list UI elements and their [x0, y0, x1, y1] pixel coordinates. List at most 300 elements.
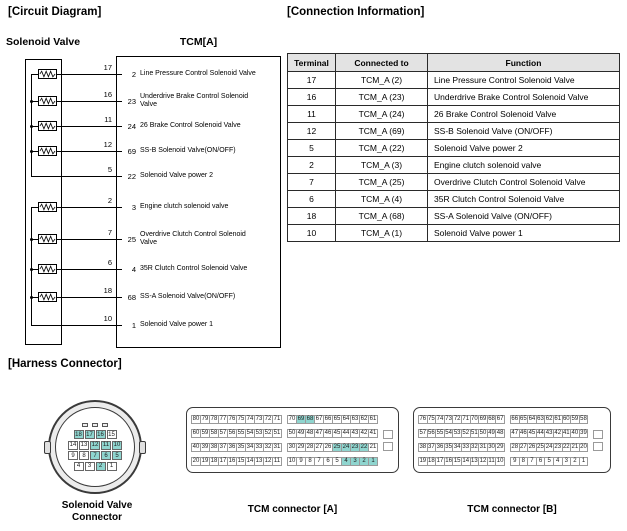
pin-3: 3 [85, 462, 95, 471]
junction-dot [30, 125, 33, 128]
tcm-pin-label: Solenoid Valve power 2 [140, 172, 214, 179]
function-cell: Overdrive Clutch Control Solenoid Valve [428, 174, 620, 191]
pin-11: 11 [102, 442, 110, 449]
pin-row [418, 415, 587, 424]
connection-row [288, 225, 620, 242]
pin-19: 19 [419, 458, 427, 464]
pin-12: 12 [91, 442, 99, 449]
power-bus-2 [31, 207, 32, 325]
tcm-pin-number: 25 [127, 235, 136, 244]
pin-47: 47 [511, 430, 519, 436]
pin-18: 18 [428, 458, 435, 464]
pin-6: 6 [323, 457, 333, 466]
pin-77: 77 [219, 416, 227, 422]
pin-17: 17 [86, 431, 93, 438]
tcm-pin-label: SS-B Solenoid Valve(ON/OFF) [140, 147, 236, 154]
pin-27: 27 [315, 444, 323, 450]
terminal-cell: 17 [288, 72, 336, 89]
pin-45: 45 [333, 430, 341, 436]
pin-62: 62 [545, 416, 553, 422]
pin-38: 38 [210, 444, 218, 450]
pin-row [68, 441, 122, 450]
pin-9: 9 [68, 451, 78, 460]
pin-row [68, 462, 122, 471]
pin-49: 49 [297, 430, 305, 436]
function-cell: Engine clutch solenoid valve [428, 157, 620, 174]
pin-28: 28 [306, 444, 314, 450]
solenoid-coil-symbol [38, 234, 57, 244]
keyway-icon [82, 423, 88, 427]
pin-11: 11 [488, 458, 495, 464]
pin-78: 78 [210, 416, 218, 422]
pin-75: 75 [237, 416, 245, 422]
col-connected-to: Connected to [336, 54, 428, 72]
junction-dot [30, 268, 33, 271]
tcm-pin-number: 23 [127, 97, 136, 106]
terminal-number: 5 [107, 165, 112, 174]
edge-pin [383, 442, 393, 451]
pin-34: 34 [246, 444, 254, 450]
wire-segment [31, 176, 116, 177]
pin-row [191, 457, 377, 466]
pin-16: 16 [445, 458, 452, 464]
pin-48: 48 [306, 430, 314, 436]
pin-stub [116, 176, 122, 177]
col-terminal: Terminal [288, 54, 336, 72]
pin-30: 30 [488, 444, 495, 450]
pin-row [68, 430, 122, 439]
pin-21: 21 [571, 444, 579, 450]
connected-to-cell: TCM_A (1) [336, 225, 428, 242]
pin-2: 2 [96, 462, 106, 471]
pin-row [191, 429, 377, 438]
pin-stub [116, 74, 122, 75]
solenoid-connector-caption [35, 500, 159, 524]
tcm-b-caption: TCM connector [B] [467, 504, 557, 515]
tcm-pin-number: 69 [127, 147, 136, 156]
pin-6: 6 [536, 457, 546, 466]
pin-55: 55 [237, 430, 245, 436]
pin-stub [116, 269, 122, 270]
pin-row [418, 429, 587, 438]
terminal-number: 6 [107, 258, 112, 267]
pin-52: 52 [264, 430, 272, 436]
pin-43: 43 [351, 430, 359, 436]
harness-connector-title: [Harness Connector] [8, 358, 122, 370]
pin-13: 13 [255, 458, 263, 464]
solenoid-pin-grid [68, 430, 122, 471]
pin-79: 79 [201, 416, 209, 422]
pin-29: 29 [496, 444, 504, 450]
pin-48: 48 [496, 430, 504, 436]
pin-39: 39 [580, 430, 587, 436]
pin-65: 65 [333, 416, 341, 422]
pin-1: 1 [107, 462, 117, 471]
pin-18: 18 [210, 458, 218, 464]
pin-73: 73 [255, 416, 263, 422]
tcm-a-caption: TCM connector [A] [247, 504, 338, 515]
pin-76: 76 [228, 416, 236, 422]
tcm-pin-number: 3 [131, 203, 136, 212]
pin-70: 70 [471, 416, 478, 422]
pin-56: 56 [428, 430, 435, 436]
connected-to-cell: TCM_A (2) [336, 72, 428, 89]
tcm-a-edge-pins [383, 430, 393, 451]
function-cell: 26 Brake Control Solenoid Valve [428, 106, 620, 123]
wire-segment [57, 101, 116, 102]
pin-23: 23 [351, 444, 359, 450]
edge-pin [383, 430, 393, 439]
terminal-number: 2 [107, 196, 112, 205]
pin-71: 71 [462, 416, 470, 422]
pin-38: 38 [419, 444, 427, 450]
pin-46: 46 [519, 430, 527, 436]
pin-41: 41 [562, 430, 570, 436]
function-cell: Solenoid Valve power 2 [428, 140, 620, 157]
terminal-cell: 5 [288, 140, 336, 157]
pin-32: 32 [264, 444, 272, 450]
pin-20: 20 [192, 458, 200, 464]
pin-stub [116, 325, 122, 326]
pin-72: 72 [453, 416, 461, 422]
edge-pin [593, 430, 603, 439]
pin-21: 21 [369, 444, 377, 450]
caption-line-2: Connector [72, 512, 122, 523]
pin-33: 33 [462, 444, 470, 450]
pin-17: 17 [436, 458, 444, 464]
terminal-cell: 10 [288, 225, 336, 242]
pin-stub [116, 207, 122, 208]
pin-72: 72 [264, 416, 272, 422]
pin-50: 50 [288, 430, 296, 436]
pin-46: 46 [324, 430, 332, 436]
terminal-cell: 18 [288, 208, 336, 225]
junction-dot [30, 100, 33, 103]
table-header-row [288, 54, 620, 72]
pin-51: 51 [471, 430, 478, 436]
pin-3: 3 [350, 457, 360, 466]
terminal-number: 17 [103, 63, 112, 72]
pin-49: 49 [488, 430, 495, 436]
connected-to-cell: TCM_A (25) [336, 174, 428, 191]
pin-68: 68 [306, 416, 314, 422]
wire-segment [57, 207, 116, 208]
wire-segment [57, 151, 116, 152]
terminal-cell: 6 [288, 191, 336, 208]
pin-64: 64 [342, 416, 350, 422]
pin-20: 20 [580, 444, 587, 450]
junction-dot [30, 238, 33, 241]
pin-36: 36 [436, 444, 444, 450]
terminal-cell: 7 [288, 174, 336, 191]
connected-to-cell: TCM_A (68) [336, 208, 428, 225]
pin-8: 8 [79, 451, 89, 460]
wire-segment [57, 126, 116, 127]
connected-to-cell: TCM_A (22) [336, 140, 428, 157]
pin-56: 56 [228, 430, 236, 436]
pin-stub [116, 126, 122, 127]
solenoid-coil-symbol [38, 146, 57, 156]
pin-22: 22 [360, 444, 368, 450]
tcm-pin-label: Engine clutch solenoid valve [140, 203, 229, 210]
pin-43: 43 [545, 430, 553, 436]
pin-64: 64 [528, 416, 536, 422]
pin-8: 8 [519, 457, 529, 466]
terminal-number: 11 [104, 115, 112, 124]
tcm-pin-number: 4 [131, 265, 136, 274]
pin-4: 4 [74, 462, 84, 471]
pin-row [191, 415, 377, 424]
pin-75: 75 [428, 416, 435, 422]
function-cell: SS-B Solenoid Valve (ON/OFF) [428, 123, 620, 140]
solenoid-coil-symbol [38, 96, 57, 106]
pin-24: 24 [545, 444, 553, 450]
tcm-connector-a [186, 407, 399, 473]
pin-row [418, 457, 587, 466]
pin-17: 17 [219, 458, 227, 464]
pin-11: 11 [273, 458, 281, 464]
pin-36: 36 [228, 444, 236, 450]
edge-pin [593, 442, 603, 451]
solenoid-coil-symbol [38, 292, 57, 302]
terminal-number: 12 [103, 140, 112, 149]
pin-1: 1 [368, 457, 378, 466]
pin-33: 33 [255, 444, 263, 450]
pin-16: 16 [228, 458, 236, 464]
pin-26: 26 [528, 444, 536, 450]
pin-30: 30 [288, 444, 296, 450]
pin-37: 37 [428, 444, 435, 450]
wire-segment [57, 269, 116, 270]
pin-12: 12 [479, 458, 487, 464]
pin-7: 7 [527, 457, 537, 466]
pin-15: 15 [237, 458, 245, 464]
pin-62: 62 [360, 416, 368, 422]
terminal-cell: 16 [288, 89, 336, 106]
pin-60: 60 [192, 430, 200, 436]
pin-40: 40 [571, 430, 579, 436]
pin-55: 55 [436, 430, 444, 436]
connection-row [288, 106, 620, 123]
pin-73: 73 [445, 416, 452, 422]
pin-66: 66 [324, 416, 332, 422]
pin-5: 5 [112, 451, 122, 460]
pin-28: 28 [511, 444, 519, 450]
pin-40: 40 [192, 444, 200, 450]
pin-12: 12 [264, 458, 272, 464]
pin-14: 14 [69, 442, 77, 449]
pin-row [418, 443, 587, 452]
pin-stub [116, 239, 122, 240]
pin-76: 76 [419, 416, 427, 422]
pin-53: 53 [255, 430, 263, 436]
tcm-b-edge-pins [593, 430, 603, 451]
pin-32: 32 [471, 444, 478, 450]
pin-60: 60 [562, 416, 570, 422]
wire-segment [57, 297, 116, 298]
tcm-pin-number: 22 [127, 172, 136, 181]
pin-6: 6 [101, 451, 111, 460]
pin-51: 51 [273, 430, 281, 436]
terminal-number: 7 [107, 228, 112, 237]
pin-35: 35 [237, 444, 245, 450]
pin-54: 54 [445, 430, 452, 436]
circuit-diagram-title: [Circuit Diagram] [8, 6, 102, 18]
pin-63: 63 [537, 416, 544, 422]
pin-67: 67 [496, 416, 504, 422]
pin-2: 2 [570, 457, 580, 466]
pin-57: 57 [219, 430, 227, 436]
pin-63: 63 [351, 416, 359, 422]
function-cell: SS-A Solenoid Valve (ON/OFF) [428, 208, 620, 225]
solenoid-connector-face [55, 407, 135, 487]
tcm-pin-number: 68 [127, 293, 136, 302]
pin-44: 44 [537, 430, 544, 436]
pin-row [191, 443, 377, 452]
function-cell: Solenoid Valve power 1 [428, 225, 620, 242]
pin-22: 22 [562, 444, 570, 450]
tcm-pin-label: 26 Brake Control Solenoid Valve [140, 122, 241, 129]
connection-row [288, 174, 620, 191]
connection-table [287, 53, 620, 242]
pin-19: 19 [201, 458, 209, 464]
caption-line-1: Solenoid Valve [61, 500, 133, 511]
connection-row [288, 89, 620, 106]
wire-segment [57, 74, 116, 75]
keyway-icon [102, 423, 108, 427]
pin-5: 5 [332, 457, 342, 466]
pin-stub [116, 101, 122, 102]
pin-25: 25 [537, 444, 544, 450]
tcm-a-pin-grid [191, 415, 377, 466]
tcm-connector-b [413, 407, 611, 473]
connection-row [288, 191, 620, 208]
pin-14: 14 [246, 458, 254, 464]
tcm-pin-number: 1 [131, 321, 136, 330]
function-cell: 35R Clutch Control Solenoid Valve [428, 191, 620, 208]
connection-row [288, 72, 620, 89]
tcm-pin-label: Underdrive Brake Control Solenoid Valve [140, 93, 249, 108]
pin-66: 66 [511, 416, 519, 422]
connection-row [288, 208, 620, 225]
pin-58: 58 [210, 430, 218, 436]
pin-41: 41 [369, 430, 377, 436]
pin-24: 24 [342, 444, 350, 450]
solenoid-valve-heading: Solenoid Valve [6, 36, 81, 48]
solenoid-coil-symbol [38, 121, 57, 131]
wire-segment [31, 207, 38, 208]
pin-16: 16 [97, 431, 104, 438]
pin-69: 69 [297, 416, 305, 422]
terminal-cell: 12 [288, 123, 336, 140]
pin-37: 37 [219, 444, 227, 450]
pin-14: 14 [462, 458, 470, 464]
solenoid-coil-symbol [38, 264, 57, 274]
pin-2: 2 [359, 457, 369, 466]
junction-dot [30, 296, 33, 299]
pin-9: 9 [510, 457, 520, 466]
pin-39: 39 [201, 444, 209, 450]
pin-23: 23 [554, 444, 562, 450]
tcm-pin-label: Overdrive Clutch Control Solenoid Valve [140, 231, 246, 246]
pin-61: 61 [369, 416, 377, 422]
connection-table-body [288, 72, 620, 242]
pin-57: 57 [419, 430, 427, 436]
pin-61: 61 [554, 416, 562, 422]
pin-29: 29 [297, 444, 305, 450]
tcm-pin-number: 24 [127, 122, 136, 131]
connector-ear-right [139, 441, 146, 454]
connection-info-title: [Connection Information] [287, 6, 425, 18]
tcm-pin-label: 35R Clutch Control Solenoid Valve [140, 265, 248, 272]
connector-ear-left [44, 441, 51, 454]
pin-47: 47 [315, 430, 323, 436]
pin-10: 10 [113, 442, 121, 449]
terminal-cell: 11 [288, 106, 336, 123]
pin-3: 3 [562, 457, 572, 466]
tcm-pin-label: Line Pressure Control Solenoid Valve [140, 70, 256, 77]
pin-31: 31 [273, 444, 281, 450]
pin-42: 42 [360, 430, 368, 436]
connected-to-cell: TCM_A (23) [336, 89, 428, 106]
pin-71: 71 [273, 416, 281, 422]
pin-35: 35 [445, 444, 452, 450]
pin-74: 74 [246, 416, 254, 422]
pin-row [68, 451, 122, 460]
pin-13: 13 [80, 442, 88, 449]
connected-to-cell: TCM_A (24) [336, 106, 428, 123]
solenoid-coil-symbol [38, 202, 57, 212]
pin-4: 4 [341, 457, 351, 466]
pin-53: 53 [453, 430, 461, 436]
wire-segment [31, 74, 38, 75]
pin-1: 1 [579, 457, 589, 466]
solenoid-valve-connector [48, 400, 142, 494]
tcm-pin-label: Solenoid Valve power 1 [140, 321, 214, 328]
connected-to-cell: TCM_A (3) [336, 157, 428, 174]
function-cell: Underdrive Brake Control Solenoid Valve [428, 89, 620, 106]
pin-67: 67 [315, 416, 323, 422]
tcm-a-heading: TCM[A] [179, 36, 218, 48]
pin-13: 13 [471, 458, 478, 464]
solenoid-coil-symbol [38, 69, 57, 79]
pin-18: 18 [75, 431, 82, 438]
tcm-b-pin-grid [418, 415, 587, 466]
pin-34: 34 [453, 444, 461, 450]
pin-stub [116, 151, 122, 152]
pin-74: 74 [436, 416, 444, 422]
pin-80: 80 [192, 416, 200, 422]
pin-59: 59 [201, 430, 209, 436]
function-cell: Line Pressure Control Solenoid Valve [428, 72, 620, 89]
pin-50: 50 [479, 430, 487, 436]
tcm-pin-label: SS-A Solenoid Valve(ON/OFF) [140, 293, 236, 300]
pin-52: 52 [462, 430, 470, 436]
terminal-cell: 2 [288, 157, 336, 174]
pin-65: 65 [519, 416, 527, 422]
connection-row [288, 140, 620, 157]
pin-9: 9 [296, 457, 306, 466]
terminal-number: 10 [103, 314, 112, 323]
terminal-number: 18 [103, 286, 112, 295]
pin-54: 54 [246, 430, 254, 436]
pin-15: 15 [108, 431, 115, 438]
keyway-icon [92, 423, 98, 427]
terminal-number: 16 [103, 90, 112, 99]
pin-15: 15 [453, 458, 461, 464]
pin-7: 7 [314, 457, 324, 466]
pin-25: 25 [333, 444, 341, 450]
